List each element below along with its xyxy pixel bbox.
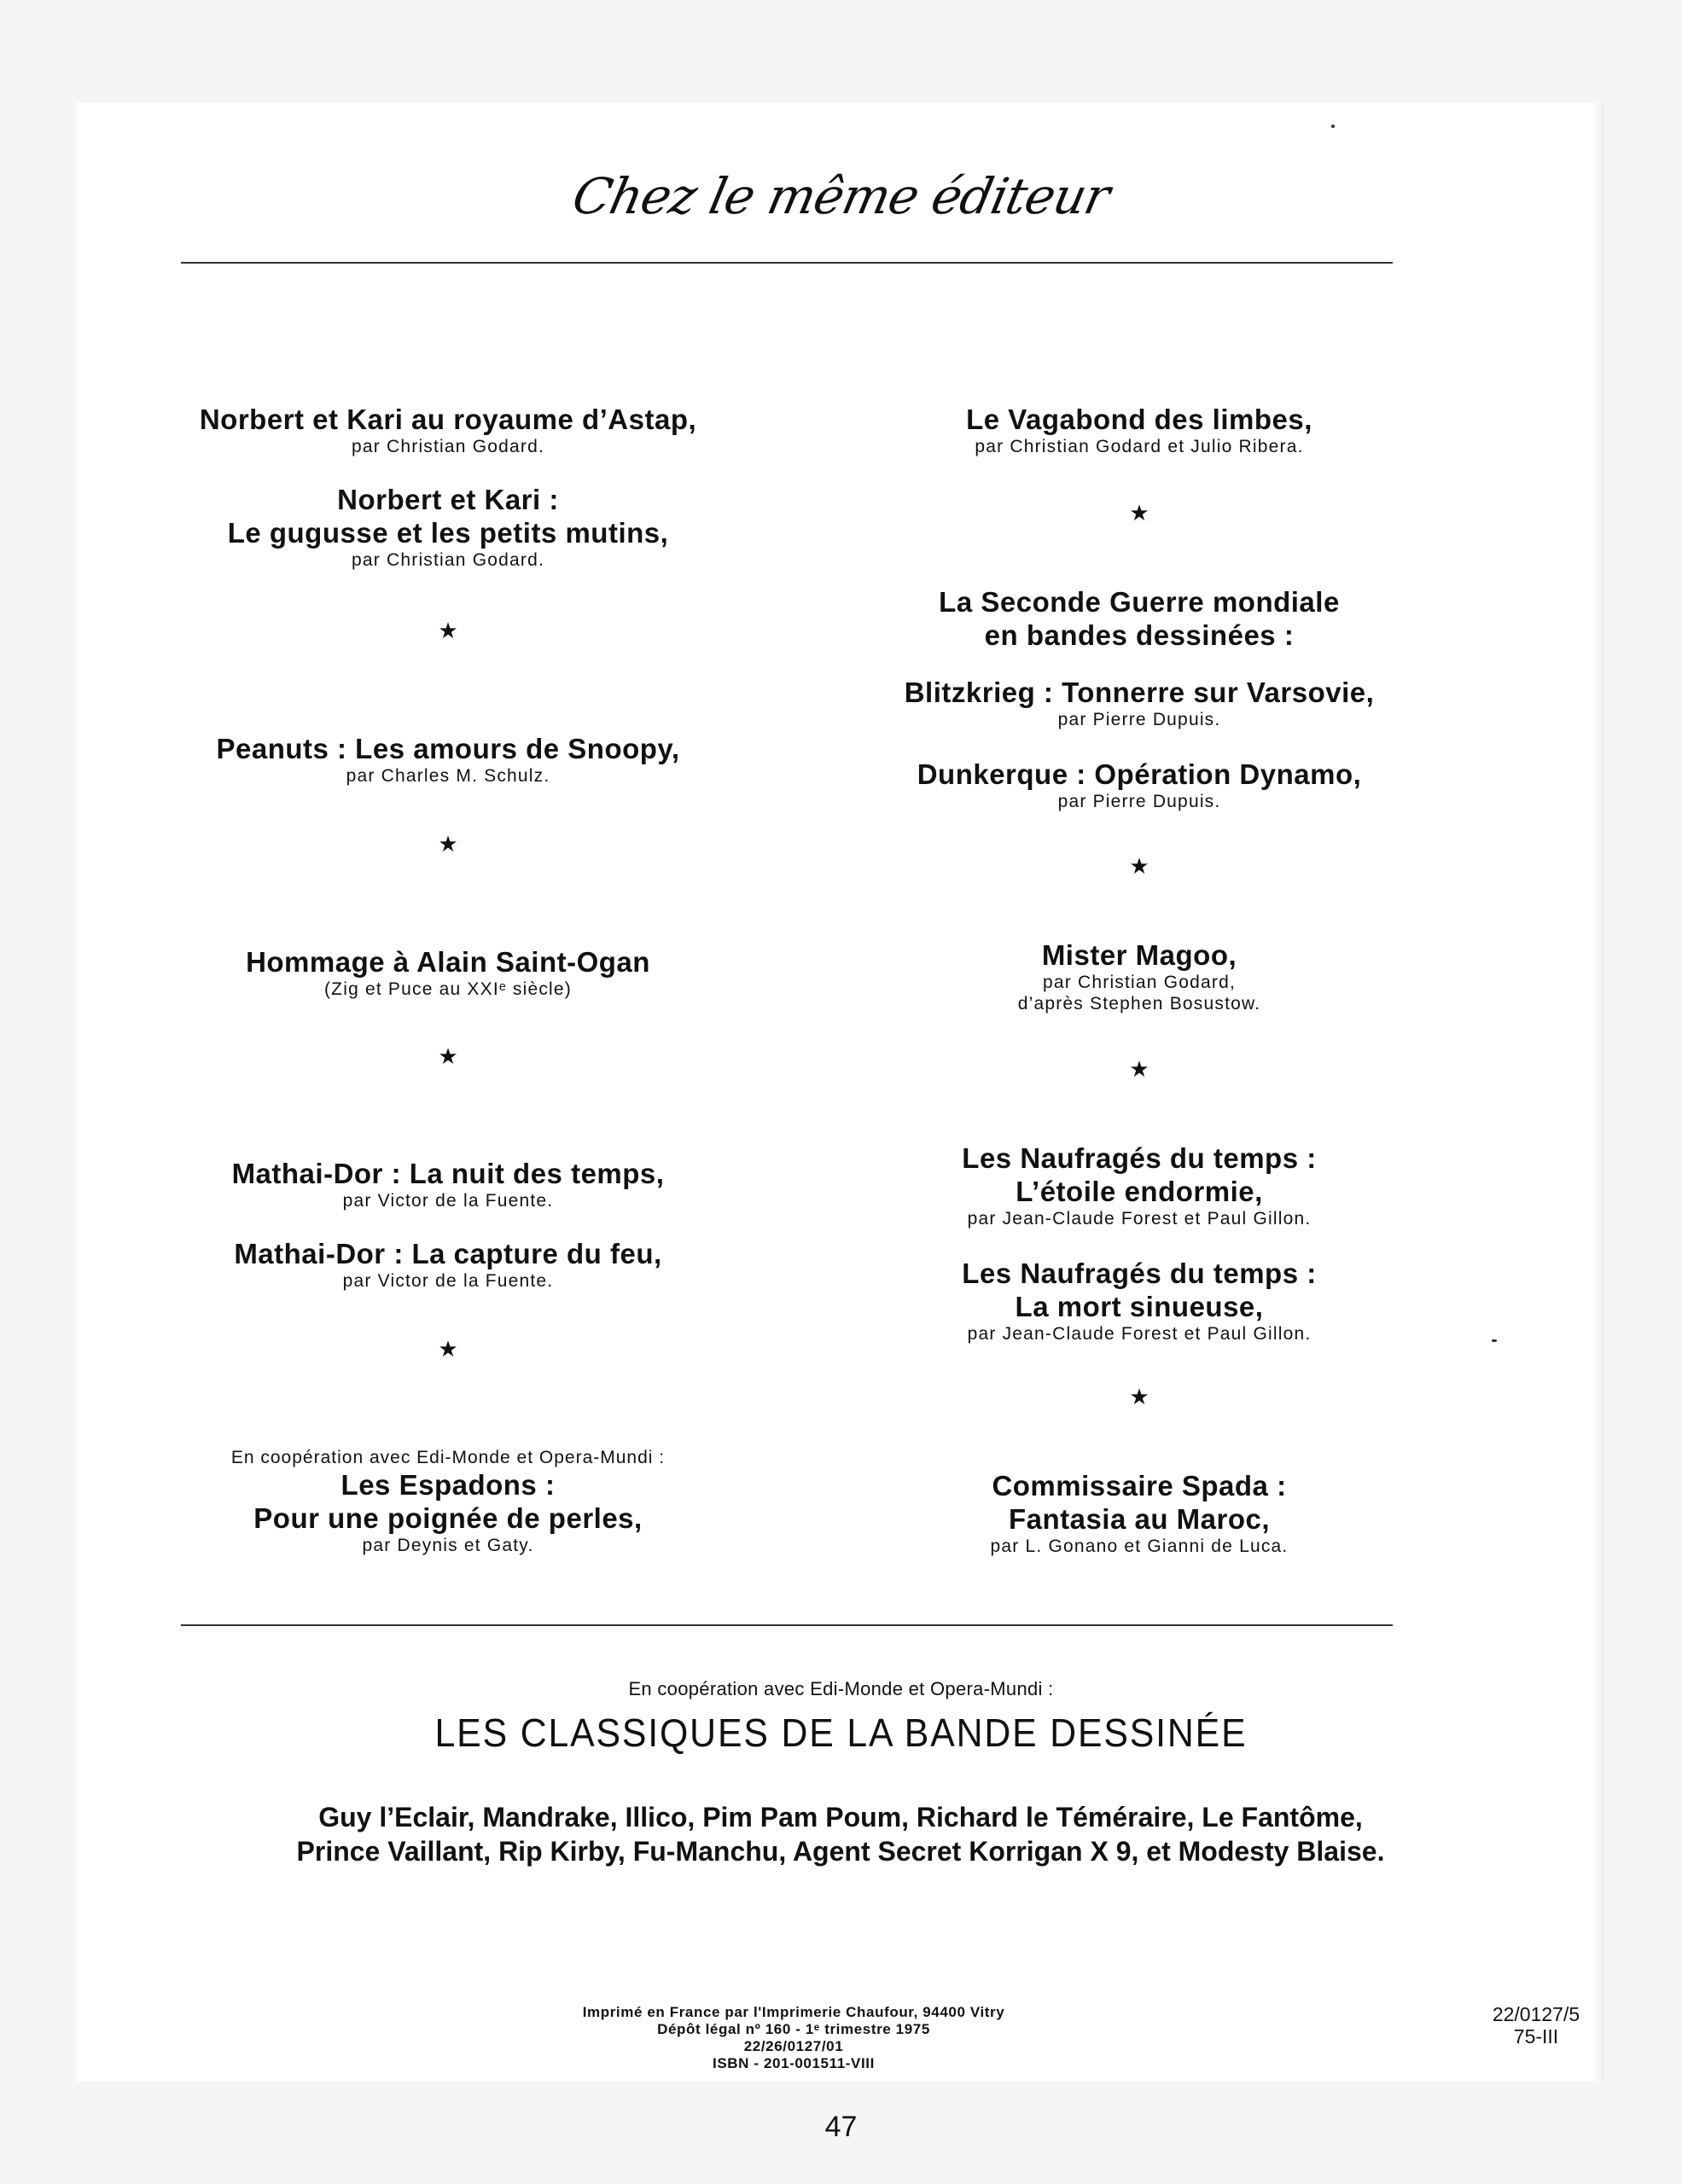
entry-title: Hommage à Alain Saint-Ogan [246, 946, 650, 978]
star-separator-icon: ★ [438, 618, 458, 643]
entry-title: Fantasia au Maroc, [1008, 1503, 1271, 1535]
entry-title: Les Naufragés du temps : [962, 1258, 1317, 1289]
print-speck [1331, 125, 1335, 128]
code-line: 22/0127/5 [1492, 2003, 1580, 2025]
entry-byline: par Christian Godard. [352, 437, 544, 456]
entry-title: Pour une poignée de perles, [253, 1502, 643, 1534]
entry-title: Peanuts : Les amours de Snoopy, [216, 733, 680, 764]
star-separator-icon: ★ [1129, 853, 1149, 879]
entry-title: Mathai-Dor : La nuit des temps, [231, 1158, 665, 1189]
imprint-line: 22/26/0127/01 [743, 2038, 844, 2054]
entry-title: Les Naufragés du temps : [962, 1142, 1317, 1174]
entry-byline: d’après Stephen Bosustow. [1017, 994, 1261, 1014]
entry-byline: par Christian Godard et Julio Ribera. [975, 437, 1304, 456]
entry-title: Commissaire Spada : [992, 1470, 1287, 1502]
entry-byline: par Deynis et Gaty. [362, 1536, 534, 1555]
catalog-entry [171, 483, 725, 571]
bottom-divider [181, 1624, 1393, 1626]
catalog-entry [171, 403, 725, 457]
entry-title: Blitzkrieg : Tonnerre sur Varsovie, [904, 677, 1375, 708]
book-page [76, 102, 1604, 2082]
entry-byline: par Jean-Claude Forest et Paul Gillon. [967, 1324, 1312, 1344]
code-line: 75-III [1513, 2025, 1559, 2048]
star-separator-icon: ★ [1129, 1384, 1149, 1409]
catalog-entry [862, 1257, 1417, 1345]
entry-byline: par Pierre Dupuis. [1057, 710, 1221, 729]
star-separator-icon: ★ [438, 1336, 458, 1362]
imprint-line: ISBN - 201-001511-VIII [713, 2055, 875, 2071]
catalog-entry [862, 403, 1417, 457]
catalog-entry [862, 1469, 1417, 1557]
catalog-entry [862, 758, 1417, 812]
entry-title: L’étoile endormie, [1016, 1176, 1263, 1207]
classics-list-line: Prince Vaillant, Rip Kirby, Fu-Manchu, Agent Secret Korrigan X 9, et Modesty Blaise. [296, 1836, 1385, 1867]
entry-title: Mathai-Dor : La capture du feu, [234, 1238, 662, 1269]
catalog-entry [171, 1157, 725, 1211]
catalog-entry [862, 938, 1417, 1014]
entry-title: Le gugusse et les petits mutins, [227, 517, 669, 549]
entry-title: Le Vagabond des limbes, [966, 404, 1312, 435]
entry-byline: par L. Gonano et Gianni de Luca. [990, 1536, 1289, 1556]
entry-title: Dunkerque : Opération Dynamo, [917, 758, 1362, 790]
imprint-line: Dépôt légal nº 160 - 1ᵉ trimestre 1975 [657, 2021, 930, 2037]
star-separator-icon: ★ [1129, 1056, 1149, 1082]
entry-byline: par Christian Godard, [1043, 973, 1236, 992]
classics-list-line: Guy l’Eclair, Mandrake, Illico, Pim Pam Poum, Richard le Téméraire, Le Fantôme, [318, 1802, 1363, 1833]
printer-imprint [478, 2004, 1109, 2072]
entry-title: en bandes dessinées : [984, 619, 1295, 651]
entry-byline: par Pierre Dupuis. [1057, 792, 1221, 811]
entry-byline: par Charles M. Schulz. [346, 766, 550, 786]
entry-title: Mister Magoo, [1041, 939, 1237, 971]
classics-prefix: En coopération avec Edi-Monde et Opera-Mundi : [628, 1678, 1054, 1699]
section-heading: Chez le même éditeur [567, 167, 1115, 225]
entry-title: La Seconde Guerre mondiale [939, 586, 1340, 618]
entry-byline: par Jean-Claude Forest et Paul Gillon. [967, 1209, 1312, 1228]
catalog-section-heading [862, 585, 1417, 652]
catalog-entry [862, 1141, 1417, 1229]
star-separator-icon: ★ [438, 831, 458, 857]
entry-byline: par Victor de la Fuente. [342, 1191, 554, 1211]
page-number: 47 [824, 2111, 858, 2143]
entry-title: La mort sinueuse, [1015, 1291, 1264, 1322]
catalog-entry [171, 1237, 725, 1292]
entry-title: Norbert et Kari : [337, 484, 559, 515]
catalog-codes [1468, 2003, 1604, 2048]
top-divider [181, 262, 1393, 264]
entry-byline: (Zig et Puce au XXIᵉ siècle) [323, 979, 572, 999]
catalog-entry [862, 676, 1417, 730]
entry-byline: par Christian Godard. [352, 550, 544, 570]
star-separator-icon: ★ [1129, 500, 1149, 526]
classics-title: LES CLASSIQUES DE LA BANDE DESSINÉE [434, 1711, 1248, 1755]
star-separator-icon: ★ [438, 1043, 458, 1069]
entry-prefix: En coopération avec Edi-Monde et Opera-Mundi : [230, 1448, 666, 1467]
entry-title: Les Espadons : [340, 1469, 556, 1501]
entry-byline: par Victor de la Fuente. [342, 1271, 554, 1291]
print-speck [1492, 1339, 1497, 1342]
entry-title: Norbert et Kari au royaume d’Astap, [199, 404, 697, 435]
imprint-line: Imprimé en France par l'Imprimerie Chaufour, 94400 Vitry [582, 2004, 1005, 2020]
classics-list [171, 1800, 1510, 1868]
catalog-entry [171, 732, 725, 787]
catalog-entry [171, 945, 725, 1000]
catalog-entry [171, 1447, 725, 1556]
